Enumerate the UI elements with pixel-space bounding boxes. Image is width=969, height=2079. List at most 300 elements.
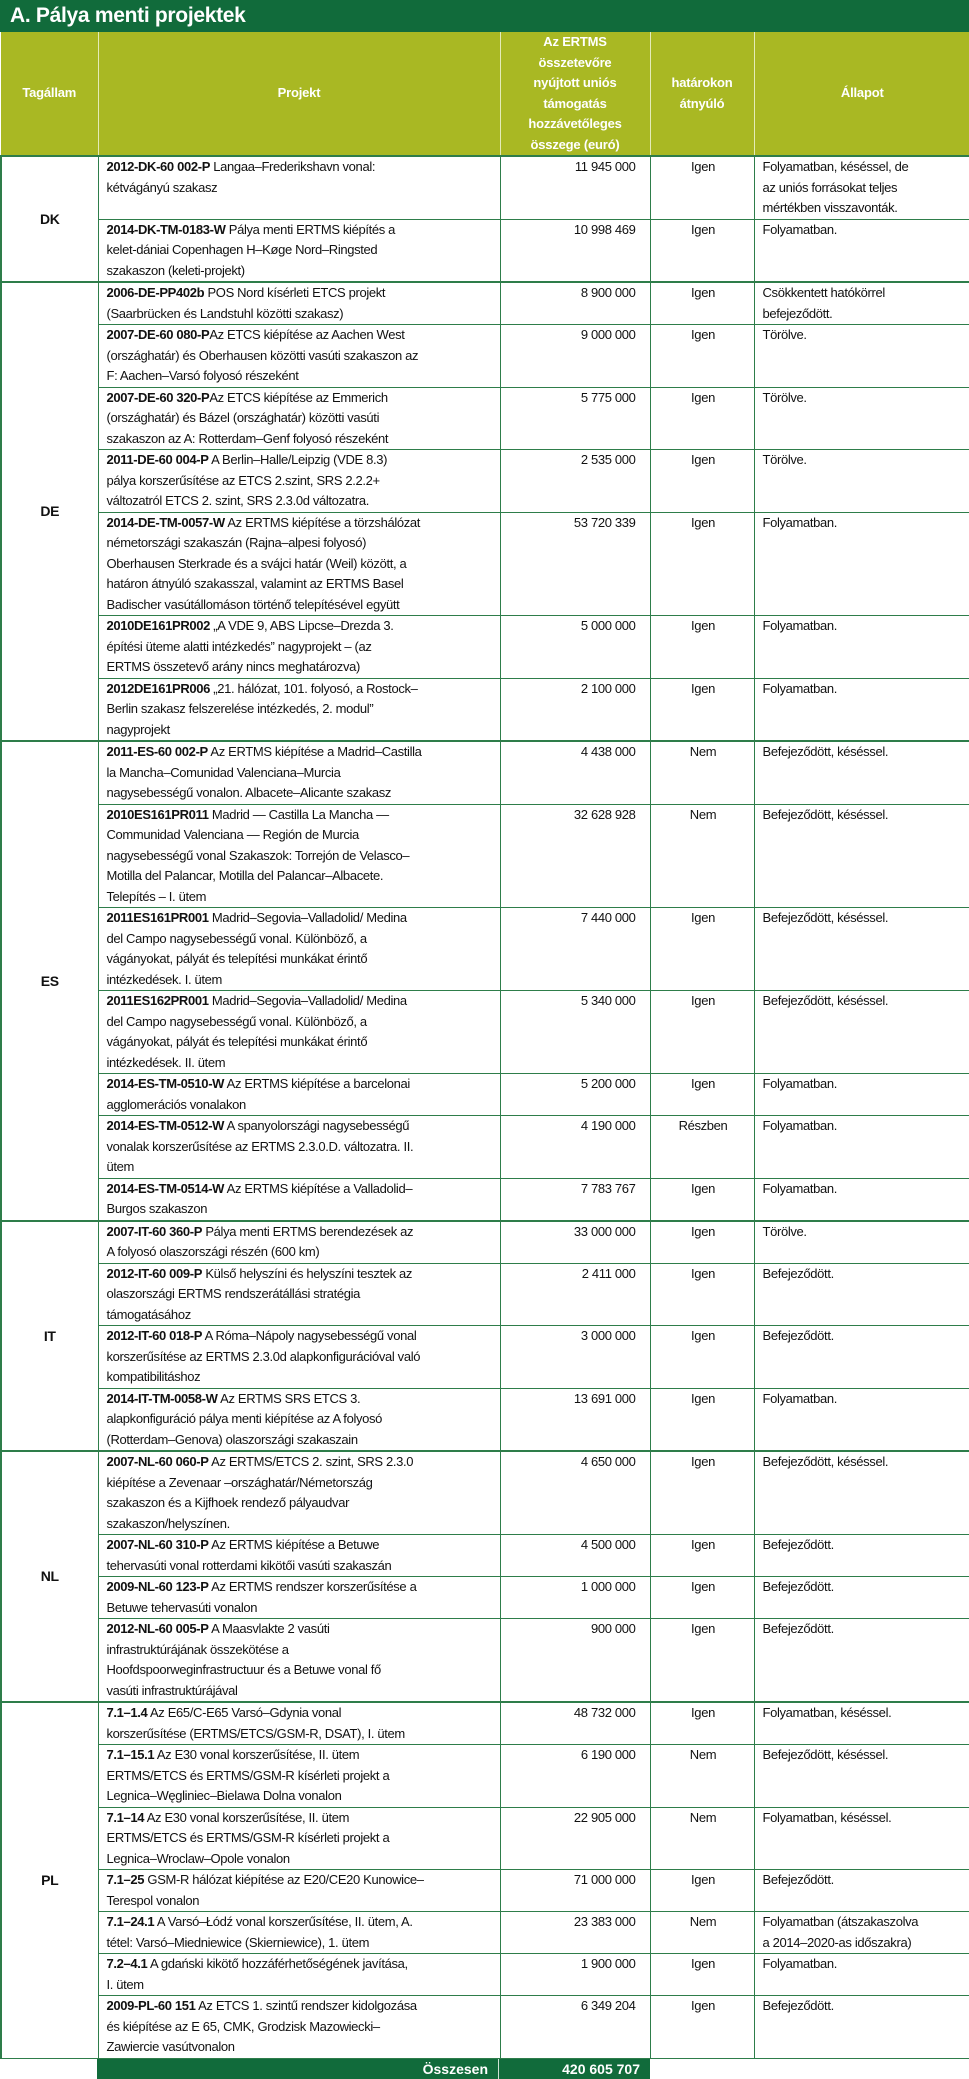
table-row xyxy=(1,1577,969,1619)
status-line: Folyamatban. xyxy=(762,221,838,237)
project-description: Az ERTMS kiépítése a Betuwe xyxy=(208,1537,380,1552)
status-line: Csökkentett hatókörrel xyxy=(762,285,885,300)
status-line: Befejeződött, késéssel. xyxy=(762,1747,889,1762)
cross-border-cell: Igen xyxy=(650,1535,754,1577)
status-cell xyxy=(754,325,969,388)
project-line: ERTMS összetevő arány nincs meghatározva) xyxy=(106,659,360,674)
project-description: „A VDE 9, ABS Lipcse–Drezda 3. xyxy=(210,618,394,633)
project-line: Telepítés – I. ütem xyxy=(106,888,207,904)
project-description: A Maasvlakte 2 vasúti xyxy=(208,1621,330,1636)
project-cell xyxy=(98,1912,500,1954)
project-line: I. ütem xyxy=(106,1976,144,1992)
project-line: kétvágányú szakasz xyxy=(106,179,218,195)
amount-cell: 1 900 000 xyxy=(500,1954,650,1996)
project-cell xyxy=(98,1388,500,1451)
amount-cell: 13 691 000 xyxy=(500,1388,650,1451)
project-cell xyxy=(98,1116,500,1179)
project-code: 2014-DK-TM-0183-W xyxy=(106,221,226,237)
project-line: intézkedések. I. ütem xyxy=(106,971,222,987)
status-cell xyxy=(754,156,969,219)
status-cell xyxy=(754,1535,969,1577)
project-line: ütem xyxy=(106,1159,135,1174)
project-line: F: Aachen–Varsó folyosó részeként xyxy=(106,368,299,383)
table-row xyxy=(1,1074,969,1116)
project-line: del Campo nagysebességű vonal. Különböző, a xyxy=(106,1013,367,1029)
project-line xyxy=(107,1535,494,1556)
project-cell xyxy=(98,616,500,679)
status-cell xyxy=(754,1326,969,1389)
table-row xyxy=(1,1954,969,1996)
project-line: del Campo nagysebességű vonal. Különböző, a xyxy=(106,930,367,946)
project-line: Hoofdspoorweginfrastructuur és a Betuwe vonal fő xyxy=(106,1662,381,1677)
project-cell xyxy=(98,1702,500,1745)
project-description: Az ETCS kiépítése az Aachen West xyxy=(209,327,405,342)
project-code: 2009-NL-60 123-P xyxy=(106,1579,209,1594)
project-line xyxy=(107,679,494,700)
table-row xyxy=(1,1996,969,2059)
amount-cell: 33 000 000 xyxy=(500,1221,650,1264)
table-row xyxy=(1,1116,969,1179)
project-code: 2010ES161PR011 xyxy=(106,806,209,822)
amount-cell: 53 720 339 xyxy=(500,512,650,616)
header-cross-border xyxy=(650,32,754,156)
project-line: (országhatár) és Bázel (országhatár) közötti vasúti xyxy=(106,410,380,425)
project-line xyxy=(107,1222,494,1243)
project-cell xyxy=(98,1745,500,1808)
project-description: A Róma–Nápoly nagysebességű vonal xyxy=(202,1328,417,1343)
status-cell xyxy=(754,1807,969,1870)
project-code: 2007-NL-60 310-P xyxy=(106,1537,209,1552)
project-description: Madrid–Segovia–Valladolid/ Medina xyxy=(208,993,407,1008)
amount-cell: 32 628 928 xyxy=(500,804,650,908)
amount-cell: 4 650 000 xyxy=(500,1451,650,1535)
header-amount xyxy=(500,32,650,156)
table-row xyxy=(1,908,969,991)
project-description: Langaa–Frederikshavn vonal: xyxy=(210,159,376,174)
project-cell xyxy=(98,219,500,282)
table-row xyxy=(1,1619,969,1703)
amount-cell: 4 438 000 xyxy=(500,741,650,804)
amount-cell: 11 945 000 xyxy=(500,156,650,219)
country-cell: DK xyxy=(1,156,98,282)
project-code: 2009-PL-60 151 xyxy=(106,1998,196,2013)
project-code: 2007-NL-60 060-P xyxy=(106,1454,209,1469)
cross-border-cell: Igen xyxy=(650,1178,754,1221)
cross-border-cell: Nem xyxy=(650,1745,754,1808)
project-code: 7.1–1.4 xyxy=(106,1705,148,1720)
status-cell xyxy=(754,741,969,804)
project-line: vágányokat, pályát és telepítési munkákat érintő xyxy=(106,951,368,966)
project-line xyxy=(107,220,494,241)
project-description: Madrid–Segovia–Valladolid/ Medina xyxy=(208,910,407,925)
status-cell xyxy=(754,616,969,679)
project-line xyxy=(107,1954,494,1975)
project-cell xyxy=(98,1221,500,1264)
cross-border-cell: Igen xyxy=(650,1870,754,1912)
project-line: Betuwe tehervasúti vonalon xyxy=(106,1599,258,1615)
table-row xyxy=(1,1221,969,1264)
project-code: 2012-NL-60 005-P xyxy=(106,1621,209,1636)
project-line: (országhatár) és Oberhausen közötti vasúti szakaszon az xyxy=(106,347,419,363)
project-code: 2007-DE-60 320-P xyxy=(106,389,210,405)
project-line: ERTMS/ETCS és ERTMS/GSM-R kísérleti projekt a xyxy=(106,1767,390,1783)
project-code: 2012-DK-60 002-P xyxy=(106,159,211,174)
project-line xyxy=(107,1703,494,1724)
status-line: Befejeződött. xyxy=(762,1328,834,1343)
project-line: szakaszon az A: Rotterdam–Genf folyosó részeként xyxy=(106,430,389,446)
project-line: szakaszon (keleti-projekt) xyxy=(106,262,245,278)
status-cell xyxy=(754,1954,969,1996)
project-line: szakaszon és a Kijfhoek rendező pályaudvar xyxy=(106,1495,350,1510)
status-line: Folyamatban. xyxy=(762,1180,838,1196)
status-line: az uniós forrásokat teljes xyxy=(762,179,898,195)
project-code: 2011-ES-60 002-P xyxy=(106,744,208,759)
project-description: Az E65/C-E65 Varsó–Gdynia vonal xyxy=(147,1705,342,1720)
project-code: 2012-IT-60 009-P xyxy=(106,1265,203,1281)
table-row xyxy=(1,1870,969,1912)
cross-border-cell: Nem xyxy=(650,1807,754,1870)
table-row xyxy=(1,512,969,616)
project-description: Az ERTMS kiépítése a Valladolid– xyxy=(224,1180,413,1196)
header-amount-line: támogatás xyxy=(543,95,607,111)
project-cell xyxy=(98,1577,500,1619)
project-code: 2007-DE-60 080-P xyxy=(106,327,210,342)
status-line: Befejeződött, késéssel. xyxy=(762,806,889,822)
project-line: támogatásához xyxy=(106,1306,191,1322)
project-line xyxy=(107,1912,494,1933)
amount-cell: 5 000 000 xyxy=(500,616,650,679)
cross-border-cell: Igen xyxy=(650,1263,754,1326)
header-row xyxy=(1,32,969,156)
project-code: 7.1–25 xyxy=(106,1872,145,1887)
project-line: Oberhausen Sterkrade és a svájci határ (Weil) között, a xyxy=(106,555,407,571)
project-line: németországi szakaszán (Rajna–alpesi folyosó) xyxy=(106,535,367,550)
amount-cell: 8 900 000 xyxy=(500,282,650,325)
table-row xyxy=(1,616,969,679)
status-cell xyxy=(754,678,969,741)
project-line: Legnica–Węgliniec–Bielawa Dolna vonalon xyxy=(106,1788,342,1803)
project-cell xyxy=(98,1326,500,1389)
amount-cell: 9 000 000 xyxy=(500,325,650,388)
table-row xyxy=(1,450,969,513)
status-cell xyxy=(754,908,969,991)
project-line xyxy=(107,1074,494,1095)
section-title: A. Pálya menti projektek xyxy=(0,0,969,32)
project-line: Berlin szakasz felszerelése intézkedés, 2. modul” xyxy=(106,701,374,716)
amount-cell: 2 535 000 xyxy=(500,450,650,513)
table-row xyxy=(1,1388,969,1451)
project-line: (Rotterdam–Genova) olaszországi szakaszain xyxy=(106,1431,358,1447)
project-line xyxy=(107,1745,494,1766)
table-row xyxy=(1,1702,969,1745)
project-description: Az ERTMS rendszer korszerűsítése a xyxy=(208,1579,417,1594)
status-line: a 2014–2020-as időszakra) xyxy=(762,1934,912,1950)
cross-border-cell: Igen xyxy=(650,678,754,741)
amount-cell: 10 998 469 xyxy=(500,219,650,282)
project-code: 2007-IT-60 360-P xyxy=(106,1223,203,1239)
project-line xyxy=(107,450,494,471)
amount-cell: 48 732 000 xyxy=(500,1702,650,1745)
status-cell xyxy=(754,1178,969,1221)
country-cell: IT xyxy=(1,1221,98,1452)
table-row xyxy=(1,1745,969,1808)
status-cell xyxy=(754,1912,969,1954)
project-line xyxy=(107,513,494,534)
header-amount-line: összetevőre xyxy=(538,54,612,70)
project-code: 7.2–4.1 xyxy=(106,1956,148,1971)
project-line xyxy=(107,1116,494,1137)
project-line xyxy=(107,1452,494,1473)
status-cell xyxy=(754,804,969,908)
table-row xyxy=(1,1912,969,1954)
project-cell xyxy=(98,678,500,741)
total-label: Összesen xyxy=(97,2059,499,2079)
cross-border-cell: Igen xyxy=(650,1074,754,1116)
project-description: A spanyolországi nagysebességű xyxy=(224,1118,410,1133)
table-row xyxy=(1,156,969,219)
amount-cell: 71 000 000 xyxy=(500,1870,650,1912)
project-line: Terespol vonalon xyxy=(106,1892,200,1908)
table-row xyxy=(1,1178,969,1221)
project-line: Legnica–Wroclaw–Opole vonalon xyxy=(106,1850,290,1866)
status-cell xyxy=(754,991,969,1074)
project-line xyxy=(107,1996,494,2017)
project-description: Az ERTMS kiépítése a barcelonai xyxy=(224,1076,410,1091)
table-row xyxy=(1,1535,969,1577)
project-code: 2012-IT-60 018-P xyxy=(106,1328,203,1343)
project-description: GSM-R hálózat kiépítése az E20/CE20 Kunowice– xyxy=(144,1872,424,1887)
table-row xyxy=(1,1326,969,1389)
project-line xyxy=(107,1619,494,1640)
project-code: 2011ES161PR001 xyxy=(106,910,209,925)
project-line xyxy=(107,991,494,1012)
status-cell xyxy=(754,1116,969,1179)
status-line: Befejeződött, késéssel. xyxy=(762,993,889,1008)
cross-border-cell: Igen xyxy=(650,991,754,1074)
table-body xyxy=(1,156,969,2058)
project-code: 7.1–15.1 xyxy=(106,1747,155,1762)
project-line: agglomerációs vonalakon xyxy=(106,1096,246,1112)
project-line xyxy=(107,805,494,826)
projects-table xyxy=(0,32,969,2059)
project-cell xyxy=(98,282,500,325)
project-line xyxy=(107,325,494,346)
status-cell xyxy=(754,1388,969,1451)
status-cell xyxy=(754,1451,969,1535)
project-line: nagysebességű vonal Szakaszok: Torrejón de Velasco– xyxy=(106,847,410,863)
project-cell xyxy=(98,156,500,219)
project-line: és kiépítése az E 65, CMK, Grodzisk Mazowiecki– xyxy=(106,2018,380,2034)
amount-cell: 5 200 000 xyxy=(500,1074,650,1116)
amount-cell: 6 190 000 xyxy=(500,1745,650,1808)
amount-cell: 2 411 000 xyxy=(500,1263,650,1326)
project-line: tétel: Varsó–Miedniewice (Skierniewice), 1. ütem xyxy=(106,1934,370,1950)
project-code: 2014-IT-TM-0058-W xyxy=(106,1390,218,1406)
country-cell: NL xyxy=(1,1451,98,1702)
project-cell xyxy=(98,325,500,388)
project-cell xyxy=(98,512,500,616)
project-line xyxy=(107,1870,494,1891)
project-line: építési üteme alatti intézkedés” nagyprojekt – (az xyxy=(106,638,372,654)
status-line: Befejeződött. xyxy=(762,1998,834,2013)
status-cell xyxy=(754,1619,969,1703)
cross-border-cell: Igen xyxy=(650,1388,754,1451)
project-cell xyxy=(98,1870,500,1912)
table-row xyxy=(1,741,969,804)
header-amount-line: nyújtott uniós xyxy=(533,75,617,90)
table-row xyxy=(1,387,969,450)
total-value: 420 605 707 xyxy=(562,2060,640,2077)
project-line: nagyprojekt xyxy=(106,721,170,737)
project-line: Communidad Valenciana — Región de Murcia xyxy=(106,827,359,842)
amount-cell: 5 775 000 xyxy=(500,387,650,450)
project-line xyxy=(107,908,494,929)
project-line xyxy=(107,1326,494,1347)
status-cell xyxy=(754,282,969,325)
project-description: Madrid — Castilla La Mancha — xyxy=(208,806,389,822)
project-line: Burgos szakaszon xyxy=(106,1201,208,1216)
status-line: befejeződött. xyxy=(762,305,833,321)
status-line: Folyamatban. xyxy=(762,1390,838,1406)
amount-cell: 1 000 000 xyxy=(500,1577,650,1619)
project-line: olaszországi ERTMS rendszerátállási stratégia xyxy=(106,1286,361,1301)
table-row xyxy=(1,282,969,325)
project-code: 2014-ES-TM-0510-W xyxy=(106,1076,225,1091)
project-line: Badischer vasútállomáson történő telepítésével együtt xyxy=(106,596,400,612)
status-cell xyxy=(754,1702,969,1745)
cross-border-cell: Igen xyxy=(650,616,754,679)
project-description: Az ERTMS kiépítése a törzshálózat xyxy=(224,514,421,530)
amount-cell: 2 100 000 xyxy=(500,678,650,741)
project-cell xyxy=(98,1619,500,1703)
header-amount-line: összege (euró) xyxy=(530,136,620,152)
status-line: Befejeződött. xyxy=(762,1579,834,1594)
project-description: Az ETCS kiépítése az Emmerich xyxy=(209,389,388,405)
project-line: korszerűsítése az ERTMS 2.3.0d alapkonfigurációval való xyxy=(106,1348,421,1364)
status-line: Befejeződött. xyxy=(762,1621,834,1636)
total-row xyxy=(97,2059,650,2079)
cross-border-cell: Igen xyxy=(650,1619,754,1703)
project-line: vágányokat, pályát és telepítési munkákat érintő xyxy=(106,1034,368,1049)
cross-border-cell: Igen xyxy=(650,156,754,219)
status-line: Folyamatban. xyxy=(762,1076,838,1091)
table-row xyxy=(1,1451,969,1535)
project-line: vonalak korszerűsítése az ERTMS 2.3.0.D. változatra. II. xyxy=(106,1138,414,1154)
status-line: Törölve. xyxy=(762,327,807,342)
status-line: Folyamatban. xyxy=(762,618,838,633)
project-description: „21. hálózat, 101. folyosó, a Rostock– xyxy=(210,680,418,696)
cross-border-cell: Igen xyxy=(650,1996,754,2059)
cross-border-cell: Részben xyxy=(650,1116,754,1179)
project-code: 2014-ES-TM-0514-W xyxy=(106,1180,225,1196)
status-line: Folyamatban. xyxy=(762,1118,838,1133)
status-line: Befejeződött, késéssel. xyxy=(762,1454,889,1469)
project-line: ERTMS/ETCS és ERTMS/GSM-R kísérleti projekt a xyxy=(106,1830,390,1845)
status-cell xyxy=(754,1074,969,1116)
table-row xyxy=(1,219,969,282)
header-country: Tagállam xyxy=(1,32,98,156)
project-description: Az ERTMS SRS ETCS 3. xyxy=(217,1390,361,1406)
status-cell xyxy=(754,387,969,450)
project-code: 2014-DE-TM-0057-W xyxy=(106,514,225,530)
project-line: vasúti infrastruktúrájával xyxy=(106,1682,238,1698)
status-line: Törölve. xyxy=(762,1223,807,1239)
project-line xyxy=(107,157,494,178)
project-line: A folyosó olaszországi részén (600 km) xyxy=(106,1244,320,1259)
status-line: Befejeződött. xyxy=(762,1872,834,1887)
cross-border-cell: Nem xyxy=(650,741,754,804)
project-line: kelet-dániai Copenhagen H–Køge Nord–Ringsted xyxy=(106,242,378,257)
amount-cell: 900 000 xyxy=(500,1619,650,1703)
status-cell xyxy=(754,1577,969,1619)
cross-border-cell: Igen xyxy=(650,1577,754,1619)
project-line xyxy=(107,616,494,637)
status-line: mértékben visszavonták. xyxy=(762,200,898,215)
project-cell xyxy=(98,804,500,908)
header-project: Projekt xyxy=(98,32,500,156)
country-cell: PL xyxy=(1,1702,98,2058)
project-cell xyxy=(98,1807,500,1870)
project-code: 2010DE161PR002 xyxy=(106,618,211,633)
project-cell xyxy=(98,991,500,1074)
cross-border-cell: Igen xyxy=(650,1451,754,1535)
table-row xyxy=(1,991,969,1074)
header-cross-line: átnyúló xyxy=(679,95,725,111)
project-line xyxy=(107,1389,494,1410)
country-cell: DE xyxy=(1,282,98,741)
status-cell xyxy=(754,512,969,616)
project-line xyxy=(107,1808,494,1829)
project-cell xyxy=(98,1074,500,1116)
amount-cell: 3 000 000 xyxy=(500,1326,650,1389)
status-line: Folyamatban. xyxy=(762,1956,838,1971)
cross-border-cell: Igen xyxy=(650,450,754,513)
table-row xyxy=(1,325,969,388)
amount-cell: 7 783 767 xyxy=(500,1178,650,1221)
table-row xyxy=(1,1263,969,1326)
project-cell xyxy=(98,1178,500,1221)
project-description: Pálya menti ERTMS berendezések az xyxy=(202,1223,414,1239)
project-line: határon átnyúló szakasszal, valamint az ERTMS Basel xyxy=(106,576,404,591)
project-line: Zawiercie vasútvonalon xyxy=(106,2039,235,2054)
status-line: Törölve. xyxy=(762,389,807,405)
header-amount-line: Az ERTMS xyxy=(543,34,607,49)
cross-border-cell: Igen xyxy=(650,908,754,991)
amount-cell: 23 383 000 xyxy=(500,1912,650,1954)
cross-border-cell: Igen xyxy=(650,219,754,282)
amount-cell: 22 905 000 xyxy=(500,1807,650,1870)
table-row xyxy=(1,1807,969,1870)
header-amount-line: hozzávetőleges xyxy=(528,116,622,131)
status-line: Befejeződött. xyxy=(762,1265,834,1281)
project-cell xyxy=(98,1535,500,1577)
cross-border-cell: Igen xyxy=(650,282,754,325)
project-cell xyxy=(98,1451,500,1535)
project-description: Külső helyszíni és helyszíni tesztek az xyxy=(202,1265,413,1281)
cross-border-cell: Nem xyxy=(650,1912,754,1954)
project-code: 2011ES162PR001 xyxy=(106,993,209,1008)
project-line: szakaszon/helyszínen. xyxy=(106,1515,230,1531)
project-line: változatról ETCS 2. szint, SRS 2.3.0d változatra. xyxy=(106,493,369,508)
status-cell xyxy=(754,450,969,513)
amount-cell: 7 440 000 xyxy=(500,908,650,991)
status-line: Folyamatban. xyxy=(762,514,838,530)
project-line xyxy=(107,283,494,304)
project-line: la Mancha–Comunidad Valenciana–Murcia xyxy=(106,764,341,780)
project-description: Az ERTMS kiépítése a Madrid–Castilla xyxy=(207,744,422,759)
status-cell xyxy=(754,219,969,282)
project-cell xyxy=(98,908,500,991)
